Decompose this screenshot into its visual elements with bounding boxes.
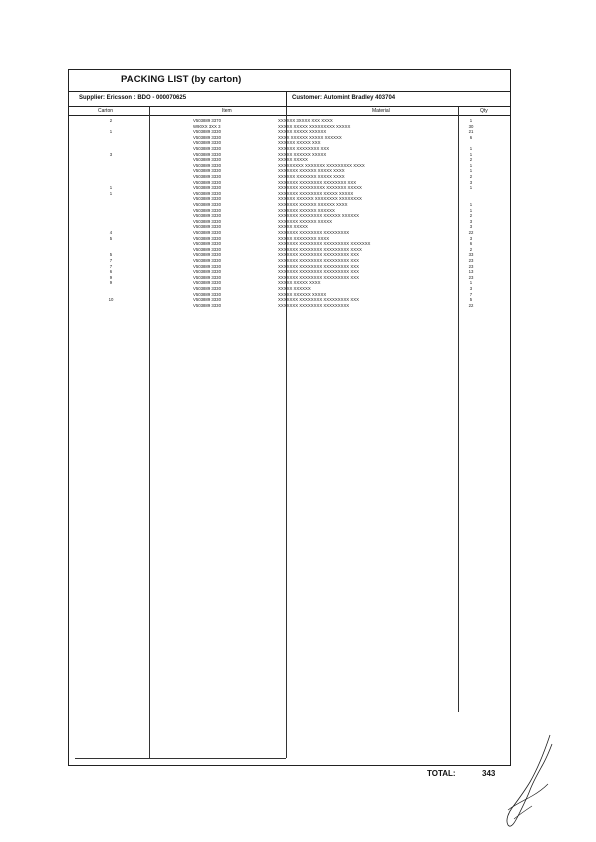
row-qty: 30 xyxy=(468,123,474,129)
table-row xyxy=(69,230,510,235)
row-item-code: V503889 3330 xyxy=(193,224,221,230)
row-item-code: V503889 3330 xyxy=(193,302,221,308)
row-qty: 3 xyxy=(469,235,473,241)
table-row xyxy=(69,292,510,297)
row-item-code: V503889 3330 xyxy=(193,274,221,280)
row-item-code: V503889 3330 xyxy=(193,235,221,241)
row-carton: 1 xyxy=(109,185,113,191)
table-row xyxy=(69,213,510,218)
row-qty: 1 xyxy=(469,168,473,174)
customer-text: Customer: Automint Bradley 403704 xyxy=(292,95,396,101)
handwritten-signature xyxy=(500,730,560,830)
table-row xyxy=(69,275,510,280)
row-qty: 2 xyxy=(469,157,473,163)
supplier-text: Supplier: Ericsson : BDO - 000070625 xyxy=(79,95,187,101)
row-qty: 23 xyxy=(468,258,474,263)
row-item-code: V503889 3330 xyxy=(193,151,221,157)
header-item: Item xyxy=(222,108,232,114)
row-description: XXXXXXX XXXXXXXX XXXXXXXXX XXX xyxy=(278,263,359,269)
row-description: XXXXX XXXXX xyxy=(278,224,308,230)
row-description: XXXXXXX XXXXXXXX XXXXXXXXX XXX xyxy=(278,269,359,275)
row-item-code: V503889 3330 xyxy=(193,185,221,191)
row-item-code: V503889 3330 xyxy=(193,241,221,247)
table-row xyxy=(69,157,510,162)
table-row xyxy=(69,241,510,246)
row-item-code: V503889 3330 xyxy=(193,280,221,286)
row-description: XXXXXXX XXXXXXXX XXXXXXXXX xyxy=(278,302,350,308)
row-description: XXXXX XXXXX XXXXXX xyxy=(278,129,327,135)
table-row xyxy=(69,191,510,196)
row-qty: 22 xyxy=(468,302,474,308)
row-description: XXXXXX XXXXX XXX xyxy=(278,140,321,146)
table-row xyxy=(69,236,510,241)
row-qty: 23 xyxy=(468,263,474,269)
row-qty: 3 xyxy=(469,286,473,291)
table-row xyxy=(69,280,510,285)
table-row xyxy=(69,146,510,151)
row-description: XXXXXXX XXXXXXXX XXXXXXXXX XXX xyxy=(278,297,359,303)
row-carton: 9 xyxy=(109,274,113,280)
row-carton: 10 xyxy=(108,297,114,303)
table-row xyxy=(69,208,510,213)
row-item-code: V503889 3330 xyxy=(193,230,221,235)
row-description: XXXXXXX XXXXXXXX XXXXXXXXX XXX xyxy=(278,274,359,280)
table-row xyxy=(69,252,510,257)
header-carton: Carton xyxy=(98,108,114,114)
row-item-code: V503889 3330 xyxy=(193,246,221,252)
table-row xyxy=(69,297,510,302)
row-carton: 7 xyxy=(109,263,113,269)
row-description: XXXXXXX XXXXXXXX XXXXXX XXXXXX xyxy=(278,213,359,219)
table-row xyxy=(69,124,510,129)
row-qty: 3 xyxy=(469,218,473,224)
row-qty: 1 xyxy=(469,202,473,207)
row-qty: 3 xyxy=(469,224,473,230)
row-qty: 1 xyxy=(469,162,473,168)
row-item-code: V503889 3330 xyxy=(193,269,221,275)
row-qty: 21 xyxy=(468,129,474,135)
row-item-code: V503889 3330 xyxy=(193,202,221,207)
row-item-code: V503889 3330 xyxy=(193,213,221,219)
row-qty: 1 xyxy=(469,146,473,151)
row-qty: 13 xyxy=(468,269,474,275)
row-description: XXXXXXX XXXXXXXXX XXXXXXX XXXXX xyxy=(278,185,362,191)
table-bottom-line xyxy=(75,758,286,759)
table-row xyxy=(69,185,510,190)
header-qty: Qty xyxy=(480,108,488,114)
row-item-code: V503889 3330 xyxy=(193,196,221,202)
row-description: XXXXXXX XXXXXXXX XXXXXXXXX XXXX xyxy=(278,246,362,252)
row-item-code: V503889 3330 xyxy=(193,162,221,168)
row-carton: 3 xyxy=(109,151,113,157)
table-row xyxy=(69,118,510,123)
title-row xyxy=(69,70,510,92)
row-description: XXXXXXXXX XXXXXXX XXXXXXXXX XXXX xyxy=(278,162,365,168)
table-row xyxy=(69,135,510,140)
column-header-row xyxy=(69,107,510,116)
row-item-code: V503889 3330 xyxy=(193,286,221,291)
row-item-code: V503889 3330 xyxy=(193,218,221,224)
row-description: XXXXX XXXXXX xyxy=(278,286,311,291)
row-qty: 22 xyxy=(468,230,474,235)
row-item-code: V503889 3330 xyxy=(193,146,221,151)
row-item-code: V503889 3330 xyxy=(193,168,221,174)
row-description: XXXXXXX XXXXXXXX XXXXXXXXX xyxy=(278,230,350,235)
row-description: XXXXX XXXXXXXX XXXX xyxy=(278,235,330,241)
row-item-code: V503889 3330 xyxy=(193,297,221,303)
row-qty: 1 xyxy=(469,185,473,191)
table-row xyxy=(69,219,510,224)
table-row xyxy=(69,129,510,134)
row-qty: 6 xyxy=(469,134,473,140)
party-divider xyxy=(286,92,287,106)
row-description: XXXXX XXXXXX XXXXX xyxy=(278,151,327,157)
row-description: XXXXX XXXXX XXXXXXXXX XXXXX xyxy=(278,123,351,129)
row-item-code: V503889 3330 xyxy=(193,157,221,163)
row-description: XXXXXXX XXXXXXXX XXXXXXXXX XXXXXXX xyxy=(278,241,371,247)
table-row xyxy=(69,247,510,252)
row-qty: 1 xyxy=(469,151,473,157)
row-qty: 5 xyxy=(469,297,473,303)
table-row xyxy=(69,264,510,269)
packing-list-frame xyxy=(68,69,511,766)
row-qty: 3 xyxy=(469,179,473,185)
row-carton: 1 xyxy=(109,129,113,135)
row-carton: 6 xyxy=(109,269,113,275)
row-description: XXXXX XXXXXX XXXXX xyxy=(278,291,327,297)
party-row xyxy=(69,92,510,107)
row-qty: 1 xyxy=(469,118,473,123)
row-qty: 1 xyxy=(469,280,473,286)
row-description: XXXXXXX XXXXXX XXXXX XXXX xyxy=(278,168,345,174)
table-row xyxy=(69,202,510,207)
table-row xyxy=(69,152,510,157)
row-carton: 5 xyxy=(109,235,113,241)
row-item-code: V503889 3330 xyxy=(193,134,221,140)
table-row xyxy=(69,286,510,291)
table-row xyxy=(69,269,510,274)
row-item-code: V503889 3330 xyxy=(193,252,221,258)
table-row xyxy=(69,174,510,179)
row-description: XXXXXX 3XXXX XXX XXXX xyxy=(278,118,333,123)
row-item-code: V503889 3330 xyxy=(193,174,221,179)
row-description: XXXXXXX XXXXXX XXXXXX xyxy=(278,207,335,213)
row-item-code: V503889 3330 xyxy=(193,140,221,146)
row-description: XXXXXXX XXXXXX XXXXX xyxy=(278,218,332,224)
row-item-code: V503889 3330 xyxy=(193,207,221,213)
row-item-code: W90XX 3XX 3 xyxy=(193,123,221,129)
row-qty: 1 xyxy=(469,207,473,213)
table-row xyxy=(69,224,510,229)
table-row xyxy=(69,303,510,308)
row-description: XXXXX XXXXX XXXX xyxy=(278,280,321,286)
row-qty: 2 xyxy=(469,174,473,179)
row-description: XXXXXX XXXXXXXX XXX xyxy=(278,146,330,151)
row-item-code: V503889 3330 xyxy=(193,263,221,269)
table-row xyxy=(69,180,510,185)
row-item-code: V503889 3370 xyxy=(193,118,221,123)
row-item-code: V503889 3330 xyxy=(193,258,221,263)
row-description: XXXX XXXXXX XXXXX XXXXXX xyxy=(278,134,342,140)
row-description: XXXXXXX XXXXXXXX XXXXX XXXXX xyxy=(278,190,354,196)
row-description: XXXXXXX XXXXXXXX XXXXXXXXX XXX xyxy=(278,252,359,258)
row-item-code: V503889 3330 xyxy=(193,291,221,297)
row-qty: 6 xyxy=(469,241,473,247)
table-row xyxy=(69,168,510,173)
total-value: 343 xyxy=(482,769,496,778)
row-carton: 5 xyxy=(109,252,113,258)
row-description: XXXXXXX XXXXXXXX XXXXXXXXX XXX xyxy=(278,258,359,263)
row-qty: 23 xyxy=(468,274,474,280)
table-row xyxy=(69,163,510,168)
row-description: XXXXXX XXXXXX XXXXXXXX XXXXXXXX xyxy=(278,196,362,202)
total-label: TOTAL: xyxy=(427,769,456,778)
row-carton: 7 xyxy=(109,258,113,263)
row-description: XXXXXX XXXXXXX XXXXX XXXX xyxy=(278,174,345,179)
row-qty: 7 xyxy=(469,291,473,297)
row-description: XXXXX XXXXX xyxy=(278,157,308,163)
row-qty: 2 xyxy=(469,213,473,219)
row-item-code: V503889 3330 xyxy=(193,179,221,185)
row-carton: 4 xyxy=(109,230,113,235)
row-description: XXXXXXX XXXXXXXX XXXXXXXX XXX xyxy=(278,179,357,185)
row-item-code: V503889 3330 xyxy=(193,129,221,135)
row-qty: 33 xyxy=(468,252,474,258)
table-row xyxy=(69,196,510,201)
page-title: PACKING LIST (by carton) xyxy=(121,74,242,85)
row-carton: 9 xyxy=(109,280,113,286)
row-qty: 2 xyxy=(469,246,473,252)
row-description: XXXXXXX XXXXXX XXXXXX XXXX xyxy=(278,202,348,207)
row-carton: 2 xyxy=(109,118,113,123)
row-item-code: V503889 3330 xyxy=(193,190,221,196)
table-row xyxy=(69,258,510,263)
header-description: Material xyxy=(372,108,390,114)
row-carton: 1 xyxy=(109,190,113,196)
table-row xyxy=(69,140,510,145)
